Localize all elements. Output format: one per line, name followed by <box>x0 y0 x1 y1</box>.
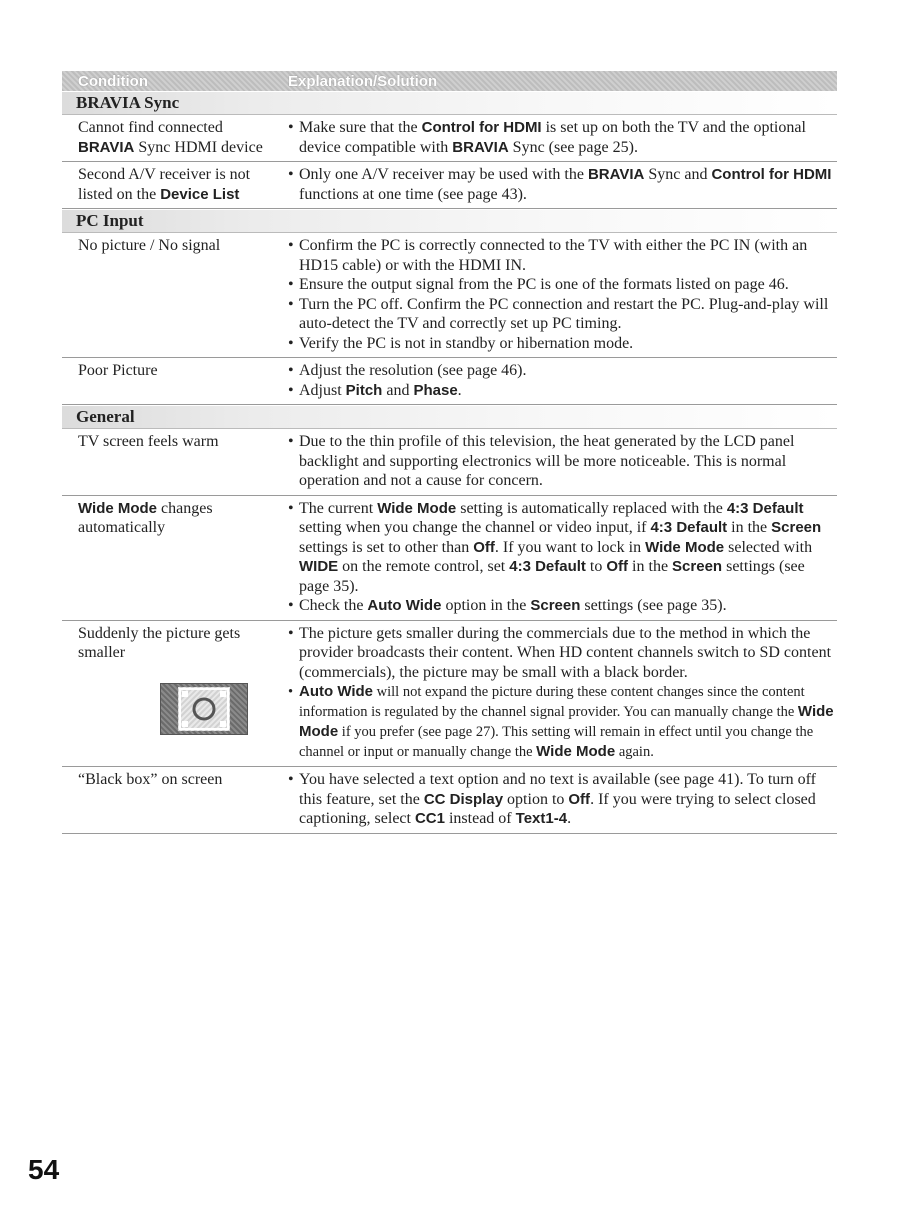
table-row <box>62 115 837 162</box>
explanation-cell: • The picture gets smaller during the commercials due to the method in which the provider broadcasts their content. When HD content channels switch to SD content (commercials), the picture may be small with a black border. • Auto Wide will not expand the picture during these content changes since the content information is regulated by the channel signal provider. You can manually change the Wide Mode if you prefer (see page 27). This setting will remain in effect until you change the channel or input or manually change the Wide Mode again. <box>288 624 837 763</box>
table-row <box>62 429 837 496</box>
tv-screen-icon <box>160 683 248 735</box>
condition-cell: Cannot find connected BRAVIA Sync HDMI device <box>78 119 263 156</box>
explanation-cell: • You have selected a text option and no text is available (see page 41). To turn off this feature, set the CC Display option to Off. If you were trying to select closed captioning, select CC1 instead of Text1-4. <box>288 770 837 829</box>
table-row <box>62 358 837 405</box>
condition-cell: Second A/V receiver is not listed on the Device List <box>78 166 251 203</box>
table-row <box>62 767 837 834</box>
explanation-cell: • Make sure that the Control for HDMI is set up on both the TV and the optional device compatible with BRAVIA Sync (see page 25). <box>288 118 837 157</box>
explanation-cell: • Adjust the resolution (see page 46). • Adjust Pitch and Phase. <box>288 361 837 400</box>
troubleshooting-table <box>62 71 837 834</box>
table-row <box>62 162 837 209</box>
section-bravia-sync: BRAVIA Sync <box>62 92 837 115</box>
condition-cell: Wide Mode changes automatically <box>78 499 213 536</box>
section-pc-input: PC Input <box>62 210 837 233</box>
condition-cell: “Black box” on screen <box>78 771 223 788</box>
table-row <box>62 621 837 768</box>
condition-cell: Poor Picture <box>78 362 158 379</box>
picture-frame-icon <box>178 687 230 731</box>
header-condition: Condition <box>78 72 148 90</box>
explanation-cell: • Confirm the PC is correctly connected to the TV with either the PC IN (with an HD15 cable) or with the HDMI IN. • Ensure the output signal from the PC is one of the formats listed on page 46. • Turn the PC off. Confirm the PC connection and restart the PC. Plug-and-play will auto-detect the TV and correctly set up PC timing. • Verify the PC is not in standby or hibernation mode. <box>288 236 837 353</box>
table-row <box>62 233 837 358</box>
table-row <box>62 496 837 621</box>
explanation-cell: • Only one A/V receiver may be used with the BRAVIA Sync and Control for HDMI functions at one time (see page 43). <box>288 165 837 204</box>
explanation-cell: • Due to the thin profile of this television, the heat generated by the LCD panel backlight and supporting electronics will be more noticeable. This is normal operation and not a cause for concern. <box>288 432 837 491</box>
condition-cell: TV screen feels warm <box>78 433 219 450</box>
section-general: General <box>62 406 837 429</box>
header-explanation: Explanation/Solution <box>288 72 438 90</box>
explanation-cell: • The current Wide Mode setting is automatically replaced with the 4:3 Default setting when you change the channel or video input, if 4:3 Default in the Screen settings is set to other than Off. If you want to lock in Wide Mode selected with WIDE on the remote control, set 4:3 Default to Off in the Screen settings (see page 35). • Check the Auto Wide option in the Screen settings (see page 35). <box>288 499 837 616</box>
condition-cell: No picture / No signal <box>78 237 221 254</box>
table-header <box>62 71 837 91</box>
page-number: 54 <box>28 1154 60 1185</box>
condition-cell: Suddenly the picture gets smaller <box>62 624 288 763</box>
